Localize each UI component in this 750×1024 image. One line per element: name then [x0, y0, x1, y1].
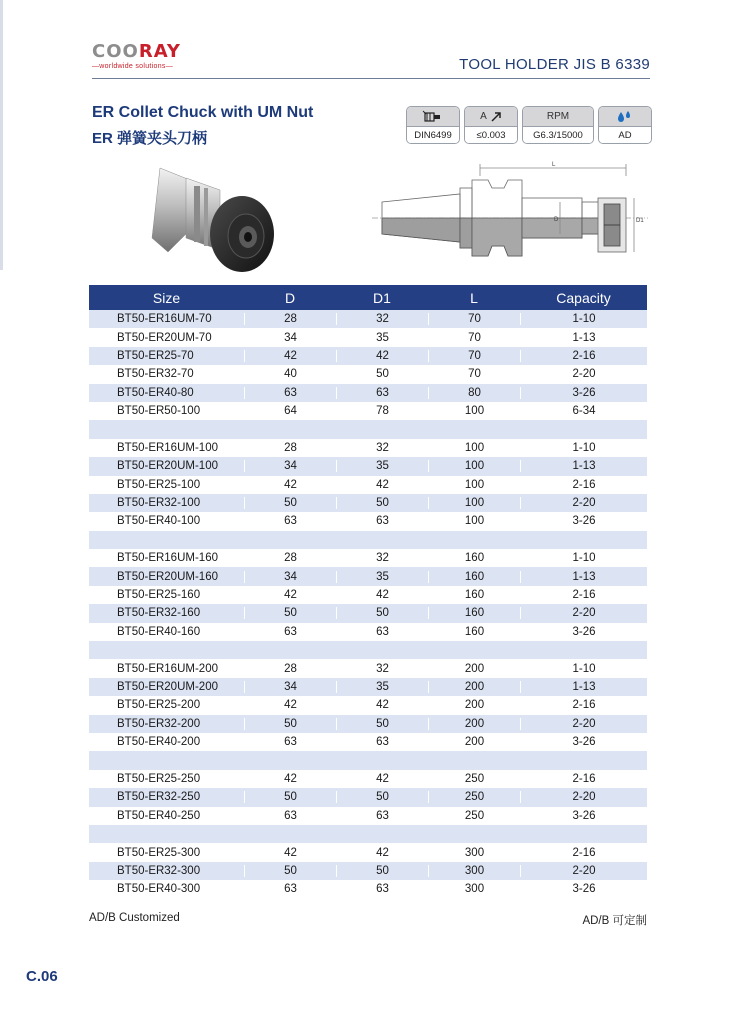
- cell-d: 42: [244, 350, 336, 362]
- cell-d1: 50: [336, 791, 428, 803]
- cell-l: 70: [428, 313, 520, 325]
- table-row: [89, 328, 647, 346]
- logo-suffix: RAY: [138, 41, 181, 62]
- cell-d1: 50: [336, 607, 428, 619]
- table-row: [89, 586, 647, 604]
- cell-capacity: 2-16: [520, 479, 647, 491]
- cell-d1: 63: [336, 883, 428, 895]
- cell-l: 200: [428, 681, 520, 693]
- cell-size: BT50-ER25-250: [117, 772, 201, 785]
- cell-l: 200: [428, 736, 520, 748]
- product-title-en: ER Collet Chuck with UM Nut: [92, 104, 314, 121]
- cell-size: BT50-ER25-200: [117, 699, 201, 712]
- cell-size: BT50-ER20UM-160: [117, 570, 218, 583]
- table-row: [89, 494, 647, 512]
- cell-capacity: 2-16: [520, 699, 647, 711]
- cell-size: BT50-ER25-100: [117, 478, 201, 491]
- cell-l: 100: [428, 515, 520, 527]
- cell-d1: 42: [336, 479, 428, 491]
- cell-d1: 63: [336, 515, 428, 527]
- cell-l: 200: [428, 663, 520, 675]
- col-header-d: D: [284, 289, 296, 306]
- cell-d: 42: [244, 773, 336, 785]
- cell-d1: 42: [336, 589, 428, 601]
- cell-size: BT50-ER25-300: [117, 846, 201, 859]
- cell-capacity: 2-16: [520, 589, 647, 601]
- cell-capacity: 1-10: [520, 442, 647, 454]
- cell-d: 63: [244, 883, 336, 895]
- table-row: [89, 659, 647, 677]
- cell-capacity: 3-26: [520, 883, 647, 895]
- table-row: [89, 457, 647, 475]
- table-row: [89, 715, 647, 733]
- cell-l: 250: [428, 791, 520, 803]
- cell-d1: 42: [336, 847, 428, 859]
- spec-badge-runout: [464, 106, 518, 144]
- cell-d1: 63: [336, 736, 428, 748]
- cell-capacity: 2-20: [520, 607, 647, 619]
- cell-d: 28: [244, 663, 336, 675]
- cell-capacity: 2-16: [520, 350, 647, 362]
- cell-l: 200: [428, 699, 520, 711]
- cell-d: 50: [244, 497, 336, 509]
- cell-d: 28: [244, 552, 336, 564]
- spec-value: G6.3/15000: [523, 126, 593, 143]
- cell-d: 42: [244, 479, 336, 491]
- table-row: [89, 604, 647, 622]
- cell-capacity: 2-20: [520, 865, 647, 877]
- col-header-l: L: [470, 289, 478, 306]
- cell-l: 100: [428, 460, 520, 472]
- cell-l: 250: [428, 773, 520, 785]
- spec-table: [89, 285, 647, 899]
- cell-size: BT50-ER16UM-100: [117, 441, 218, 454]
- table-row: [89, 880, 647, 898]
- cell-size: BT50-ER20UM-100: [117, 460, 218, 473]
- table-row: [89, 347, 647, 365]
- logo-wordmark: [92, 42, 212, 62]
- cell-d: 34: [244, 571, 336, 583]
- cell-d1: 32: [336, 663, 428, 675]
- table-row: [89, 733, 647, 751]
- cell-capacity: 3-26: [520, 387, 647, 399]
- cell-capacity: 1-10: [520, 663, 647, 675]
- table-header: [89, 285, 647, 310]
- cell-l: 200: [428, 718, 520, 730]
- cell-l: 70: [428, 350, 520, 362]
- cell-capacity: 2-20: [520, 718, 647, 730]
- table-row: [89, 807, 647, 825]
- cell-l: 160: [428, 607, 520, 619]
- cell-l: 80: [428, 387, 520, 399]
- table-row: [89, 862, 647, 880]
- cell-d1: 35: [336, 332, 428, 344]
- coolant-drop-icon: [616, 110, 634, 124]
- spec-badge-rpm: [522, 106, 594, 144]
- cell-d: 64: [244, 405, 336, 417]
- collet-icon: [422, 110, 444, 124]
- cell-d1: 50: [336, 497, 428, 509]
- cell-d: 63: [244, 515, 336, 527]
- page-number: C.06: [26, 968, 58, 985]
- table-row: [89, 641, 647, 659]
- cell-size: BT50-ER40-80: [117, 386, 194, 399]
- cell-size: BT50-ER32-200: [117, 717, 201, 730]
- cell-d1: 63: [336, 626, 428, 638]
- logo-tagline: —worldwide solutions—: [92, 63, 173, 70]
- table-row: [89, 310, 647, 328]
- spec-badge-coolant: [598, 106, 652, 144]
- cell-d1: 32: [336, 442, 428, 454]
- cell-l: 160: [428, 571, 520, 583]
- cell-d: 50: [244, 718, 336, 730]
- cell-l: 100: [428, 442, 520, 454]
- drawing-label-length: L: [552, 162, 556, 168]
- product-title-cn: ER 弹簧夹头刀柄: [92, 130, 208, 147]
- cell-capacity: 3-26: [520, 736, 647, 748]
- cell-size: BT50-ER32-160: [117, 607, 201, 620]
- page-edge-strip: [0, 0, 3, 270]
- cell-capacity: 1-13: [520, 332, 647, 344]
- cell-d: 63: [244, 810, 336, 822]
- cell-capacity: 3-26: [520, 515, 647, 527]
- drawing-label-diameter: D: [554, 217, 559, 223]
- cell-d: 63: [244, 387, 336, 399]
- cell-d: 50: [244, 607, 336, 619]
- col-header-d1: D1: [373, 289, 391, 306]
- table-row: [89, 512, 647, 530]
- cell-d: 50: [244, 791, 336, 803]
- cell-size: BT50-ER16UM-70: [117, 313, 212, 326]
- table-row: [89, 788, 647, 806]
- cell-capacity: 1-10: [520, 313, 647, 325]
- cell-capacity: 1-13: [520, 571, 647, 583]
- cell-capacity: 2-20: [520, 368, 647, 380]
- table-row: [89, 365, 647, 383]
- cell-d: 42: [244, 847, 336, 859]
- cell-l: 160: [428, 589, 520, 601]
- cell-size: BT50-ER40-300: [117, 883, 201, 896]
- cell-capacity: 1-10: [520, 552, 647, 564]
- cell-d: 34: [244, 332, 336, 344]
- cell-d1: 35: [336, 460, 428, 472]
- table-row: [89, 770, 647, 788]
- product-photo: [138, 160, 278, 278]
- cell-d: 63: [244, 626, 336, 638]
- note-customized-en: AD/B Customized: [89, 912, 180, 924]
- cell-l: 300: [428, 865, 520, 877]
- cell-capacity: 1-13: [520, 681, 647, 693]
- header-divider: [92, 78, 650, 79]
- cell-d: 34: [244, 681, 336, 693]
- cell-size: BT50-ER40-250: [117, 809, 201, 822]
- table-row: [89, 751, 647, 769]
- cell-d1: 35: [336, 681, 428, 693]
- cell-d1: 63: [336, 387, 428, 399]
- cell-d: 42: [244, 699, 336, 711]
- runout-arrow-icon: [490, 111, 502, 123]
- cell-d: 50: [244, 865, 336, 877]
- cell-l: 100: [428, 479, 520, 491]
- cell-capacity: 6-34: [520, 405, 647, 417]
- cell-capacity: 3-26: [520, 810, 647, 822]
- cell-d1: 50: [336, 718, 428, 730]
- technical-drawing: [372, 158, 652, 278]
- table-row: [89, 825, 647, 843]
- cell-d1: 32: [336, 313, 428, 325]
- cell-l: 100: [428, 405, 520, 417]
- cell-d: 42: [244, 589, 336, 601]
- cell-size: BT50-ER40-100: [117, 515, 201, 528]
- cell-size: BT50-ER16UM-200: [117, 662, 218, 675]
- cell-l: 300: [428, 883, 520, 895]
- cell-capacity: 3-26: [520, 626, 647, 638]
- table-row: [89, 843, 647, 861]
- brand-logo: [92, 42, 212, 76]
- spec-value: DIN6499: [407, 126, 459, 143]
- spec-label: RPM: [523, 107, 593, 126]
- cell-size: BT50-ER32-70: [117, 368, 194, 381]
- cell-d1: 42: [336, 699, 428, 711]
- cell-l: 160: [428, 626, 520, 638]
- cell-d1: 32: [336, 552, 428, 564]
- cell-capacity: 1-13: [520, 460, 647, 472]
- cell-d1: 63: [336, 810, 428, 822]
- cell-d1: 42: [336, 350, 428, 362]
- note-customized-cn: AD/B 可定制: [582, 915, 647, 927]
- cell-size: BT50-ER25-70: [117, 349, 194, 362]
- cell-size: BT50-ER25-160: [117, 589, 201, 602]
- cell-size: BT50-ER32-250: [117, 791, 201, 804]
- cell-size: BT50-ER20UM-200: [117, 681, 218, 693]
- cell-size: BT50-ER32-300: [117, 864, 201, 877]
- cell-d1: 78: [336, 405, 428, 417]
- cell-l: 160: [428, 552, 520, 564]
- col-header-size: Size: [152, 289, 181, 306]
- cell-size: BT50-ER32-100: [117, 497, 201, 510]
- cell-d1: 42: [336, 773, 428, 785]
- cell-d1: 50: [336, 368, 428, 380]
- table-row: [89, 402, 647, 420]
- table-row: [89, 384, 647, 402]
- cell-d: 63: [244, 736, 336, 748]
- cell-capacity: 2-20: [520, 791, 647, 803]
- table-body: [89, 310, 647, 899]
- cell-capacity: 2-20: [520, 497, 647, 509]
- table-row: [89, 439, 647, 457]
- cell-d: 28: [244, 313, 336, 325]
- table-row: [89, 678, 647, 696]
- cell-l: 100: [428, 497, 520, 509]
- table-row: [89, 623, 647, 641]
- cell-l: 250: [428, 810, 520, 822]
- logo-prefix: COO: [92, 41, 139, 62]
- cell-size: BT50-ER50-100: [117, 405, 201, 418]
- cell-l: 300: [428, 847, 520, 859]
- cell-l: 70: [428, 368, 520, 380]
- cell-size: BT50-ER40-200: [117, 736, 201, 749]
- cell-d1: 35: [336, 571, 428, 583]
- cell-d: 34: [244, 460, 336, 472]
- spec-badges: [406, 106, 652, 144]
- table-row: [89, 567, 647, 585]
- cell-size: BT50-ER16UM-160: [117, 552, 218, 565]
- cell-d: 40: [244, 368, 336, 380]
- table-row: [89, 696, 647, 714]
- table-row: [89, 420, 647, 438]
- spec-value: AD: [599, 126, 651, 143]
- document-title: TOOL HOLDER JIS B 6339: [459, 56, 650, 73]
- col-header-capacity: Capacity: [556, 289, 611, 306]
- cell-size: BT50-ER20UM-70: [117, 331, 212, 344]
- cell-capacity: 2-16: [520, 847, 647, 859]
- cell-l: 70: [428, 332, 520, 344]
- spec-label: A: [480, 111, 487, 122]
- spec-badge-balance-standard: [406, 106, 460, 144]
- cell-capacity: 2-16: [520, 773, 647, 785]
- table-row: [89, 549, 647, 567]
- table-row: [89, 531, 647, 549]
- cell-size: BT50-ER40-160: [117, 625, 201, 638]
- table-row: [89, 476, 647, 494]
- cell-d1: 50: [336, 865, 428, 877]
- drawing-label-nut-diameter: D1: [636, 218, 644, 224]
- cell-d: 28: [244, 442, 336, 454]
- spec-value: ≤0.003: [465, 126, 517, 143]
